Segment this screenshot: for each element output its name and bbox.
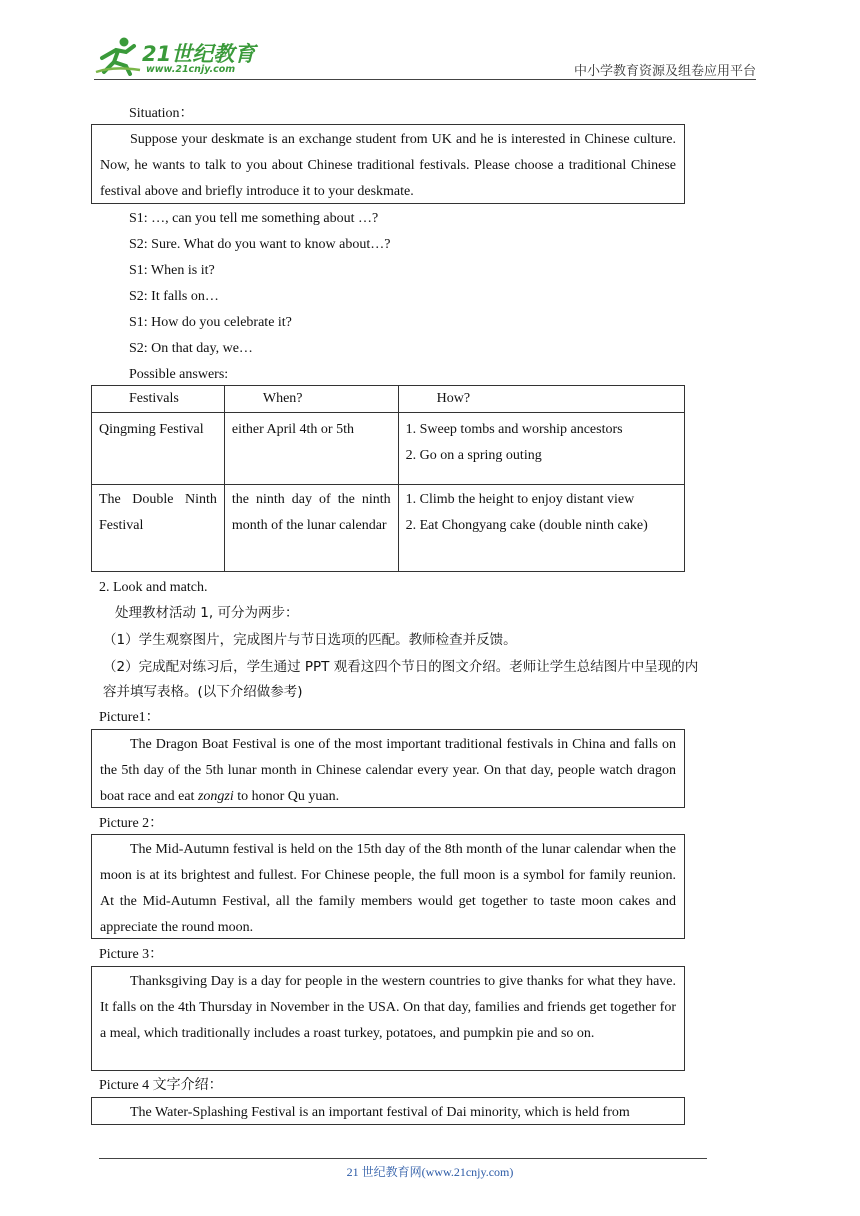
section-line: （2）完成配对练习后，学生通过 PPT 观看这四个节日的图文介绍。老师让学生总结图片中呈现的内	[103, 659, 699, 675]
how-item: 2. Go on a spring outing	[405, 448, 542, 463]
dialogue-line: S2: Sure. What do you want to know about…?	[129, 237, 391, 252]
header-platform-text: 中小学教育资源及组卷应用平台	[573, 64, 756, 79]
table-header-festivals: Festivals	[92, 386, 225, 413]
dialogue-line: S1: When is it?	[129, 263, 215, 278]
section-line: 容并填写表格。(以下介绍做参考)	[103, 684, 303, 700]
picture-box	[91, 1097, 685, 1125]
how-item: 1. Sweep tombs and worship ancestors	[405, 422, 623, 437]
festival-table	[91, 385, 685, 572]
situation-text: Suppose your deskmate is an exchange student from UK and he is interested in Chinese culture. Now, he wants to talk to you about Chinese traditional festivals. Please choose a traditional Chinese festival above and briefly introduce it to your deskmate.	[100, 132, 676, 199]
situation-box	[91, 124, 685, 204]
picture-box	[91, 834, 685, 939]
table-cell-festival: Qingming Festival	[92, 413, 225, 485]
table-header-when: When?	[224, 386, 398, 413]
picture-text: The Dragon Boat Festival is one of the most important traditional festivals in China and falls on the 5th day of the 5th lunar month in Chinese calendar every year. On that day, people watch dragon boat race and eat zongzi to honor Qu yuan.	[100, 737, 676, 804]
section-title: 2. Look and match.	[99, 580, 208, 595]
table-row	[92, 413, 685, 485]
table-cell-how	[398, 413, 684, 485]
table-row	[92, 485, 685, 572]
header-rule	[94, 79, 756, 80]
table-cell-when: either April 4th or 5th	[224, 413, 398, 485]
table-header-how: How?	[398, 386, 684, 413]
table-cell-how	[398, 485, 684, 572]
situation-label: Situation：	[129, 106, 194, 121]
picture-box	[91, 966, 685, 1071]
how-item: 1. Climb the height to enjoy distant view	[405, 492, 635, 507]
how-item: 2. Eat Chongyang cake (double ninth cake)	[405, 518, 648, 533]
dialogue-line: S2: It falls on…	[129, 289, 219, 304]
section-line: 处理教材活动 1, 可分为两步：	[115, 605, 299, 621]
dialogue-line: S2: On that day, we…	[129, 341, 253, 356]
logo-title: 21世纪教育	[142, 42, 256, 66]
picture-label: Picture 2：	[99, 816, 164, 831]
table-cell-when: the ninth day of the ninth month of the lunar calendar	[224, 485, 398, 572]
picture-label: Picture 4 文字介绍：	[99, 1078, 223, 1093]
dialogue-line: S1: …, can you tell me something about …?	[129, 211, 379, 226]
picture-box	[91, 729, 685, 808]
picture-label: Picture 3：	[99, 947, 164, 962]
table-cell-festival: The Double Ninth Festival	[92, 485, 225, 572]
logo-url: www.21cnjy.com	[146, 64, 236, 75]
picture-text: The Water-Splashing Festival is an important festival of Dai minority, which is held from	[130, 1105, 630, 1120]
runner-logo-icon	[94, 36, 144, 76]
footer-text: 21 世纪教育网(www.21cnjy.com)	[346, 1165, 514, 1179]
picture-text: Thanksgiving Day is a day for people in the western countries to give thanks for what they have. It falls on the 4th Thursday in November in the USA. On that day, families and friends get together for a meal, which traditionally includes a roast turkey, potatoes, and pumpkin pie and so on.	[100, 974, 676, 1041]
table-header-row	[92, 386, 685, 413]
picture-text: The Mid-Autumn festival is held on the 15th day of the 8th month of the lunar calendar when the moon is at its brightest and fullest. For Chinese people, the full moon is a symbol for family reunion. At the Mid-Autumn Festival, all the family members would get together to taste moon cakes and appreciate the round moon.	[100, 842, 676, 935]
logo	[94, 36, 264, 78]
section-line: （1）学生观察图片，完成图片与节日选项的匹配。教师检查并反馈。	[103, 632, 517, 648]
possible-answers-label: Possible answers:	[129, 367, 229, 382]
dialogue-line: S1: How do you celebrate it?	[129, 315, 292, 330]
picture-label: Picture1：	[99, 710, 160, 725]
footer-rule	[99, 1158, 707, 1159]
